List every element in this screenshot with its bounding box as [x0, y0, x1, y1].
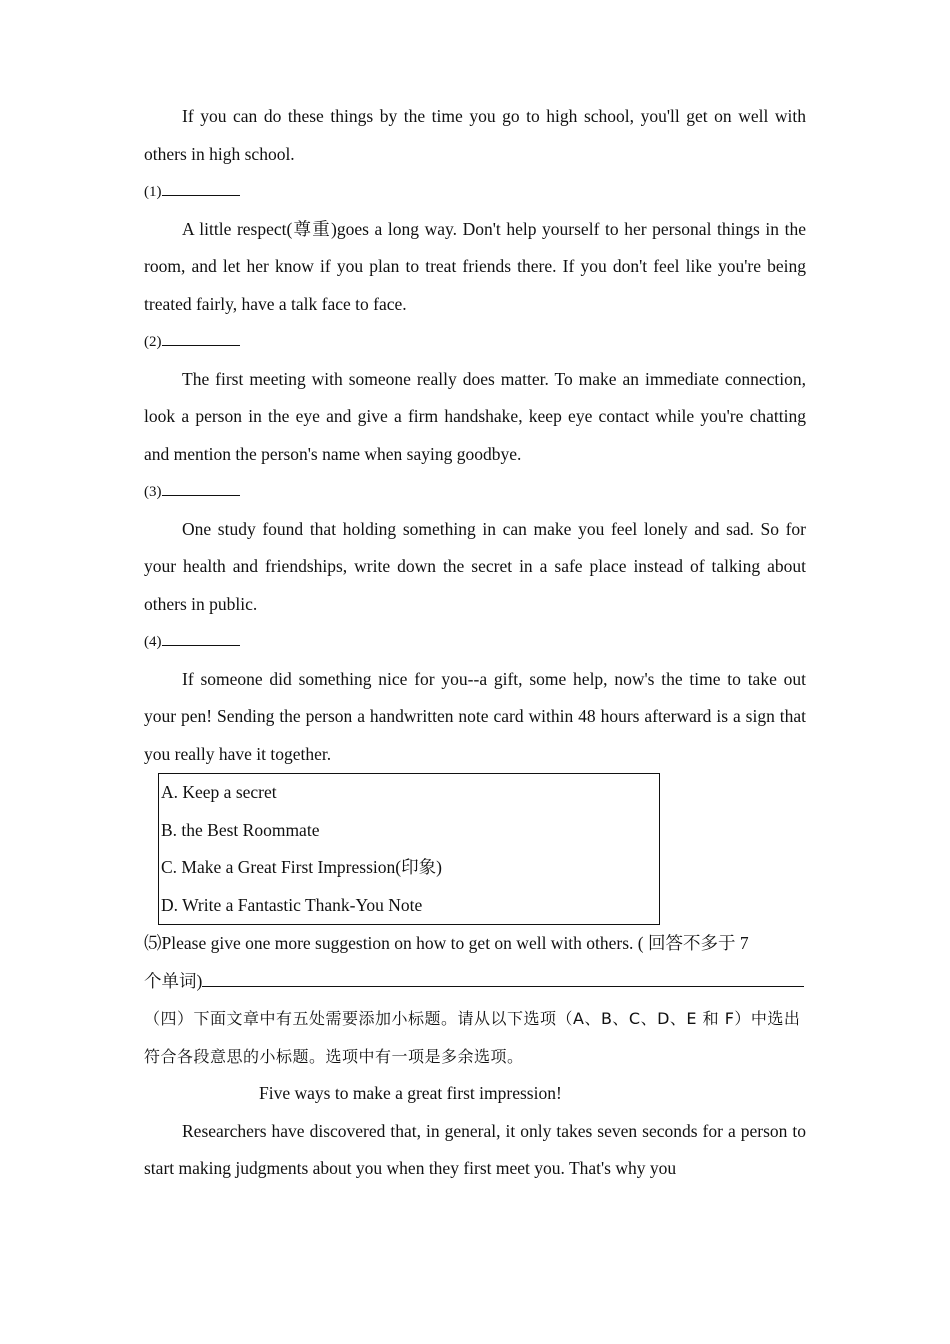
- blank-number-1: (1): [144, 184, 162, 200]
- question-5-line1: [144, 925, 806, 963]
- paragraph-thank-you: If someone did something nice for you--a gift, some help, now's the time to take out your pen! Sending the person a handwritten note card within 48 hours afterward is a sign that you really have it together.: [144, 668, 806, 764]
- blank-line-3[interactable]: [162, 473, 240, 496]
- question-5-text: Please give one more suggestion on how to get on well with others. ( 回答不多于 7: [161, 933, 749, 953]
- section-4-paragraph-1: Researchers have discovered that, in general, it only takes seven seconds for a person to start making judgments about you when they first meet you. That's why you: [144, 1120, 806, 1178]
- blank-number-4: (4): [144, 634, 162, 650]
- option-b: B. the Best Roommate: [161, 819, 320, 840]
- section-4-title: Five ways to make a great first impression!: [259, 1083, 562, 1103]
- question-5-text-end: 个单词): [144, 970, 203, 991]
- option-c: C. Make a Great First Impression(印象): [161, 857, 442, 877]
- blank-line-4[interactable]: [162, 623, 240, 646]
- question-5-short-blank[interactable]: [202, 964, 280, 987]
- paragraph-secret: One study found that holding something in can make you feel lonely and sad. So for your health and friendships, write down the secret in a safe place instead of talking about others in public.: [144, 518, 806, 614]
- blank-number-3: (3): [144, 484, 162, 500]
- options-box: [158, 773, 660, 925]
- blank-number-2: (2): [144, 334, 162, 350]
- option-d: D. Write a Fantastic Thank-You Note: [161, 894, 423, 915]
- answer-blank-2[interactable]: [144, 323, 806, 361]
- answer-blank-4[interactable]: [144, 623, 806, 661]
- paragraph-respect: A little respect(尊重)goes a long way. Don't help yourself to her personal things in the room, and let her know if you plan to treat friends there. If you don't feel like you're being treated fairly, have a talk face to face.: [144, 218, 806, 314]
- option-a: A. Keep a secret: [161, 782, 277, 802]
- question-5-answer-line[interactable]: [280, 964, 804, 987]
- answer-blank-3[interactable]: [144, 473, 806, 511]
- paragraph-intro-end: If you can do these things by the time you go to high school, you'll get on well with others in high school.: [144, 106, 806, 164]
- document-page: [144, 98, 806, 1188]
- paragraph-first-meeting: The first meeting with someone really does matter. To make an immediate connection, look a person in the eye and give a firm handshake, keep eye contact while you're chatting and mention the person's name when saying goodbye.: [144, 368, 806, 464]
- blank-line-2[interactable]: [162, 323, 240, 346]
- question-5-line2: [144, 963, 806, 1001]
- section-4-instruction: （四）下面文章中有五处需要添加小标题。请从以下选项（A、B、C、D、E 和 F）中选出符合各段意思的小标题。选项中有一项是多余选项。: [144, 1009, 801, 1066]
- question-5-number: ⑸: [144, 933, 162, 953]
- answer-blank-1[interactable]: [144, 173, 806, 211]
- blank-line-1[interactable]: [162, 173, 240, 196]
